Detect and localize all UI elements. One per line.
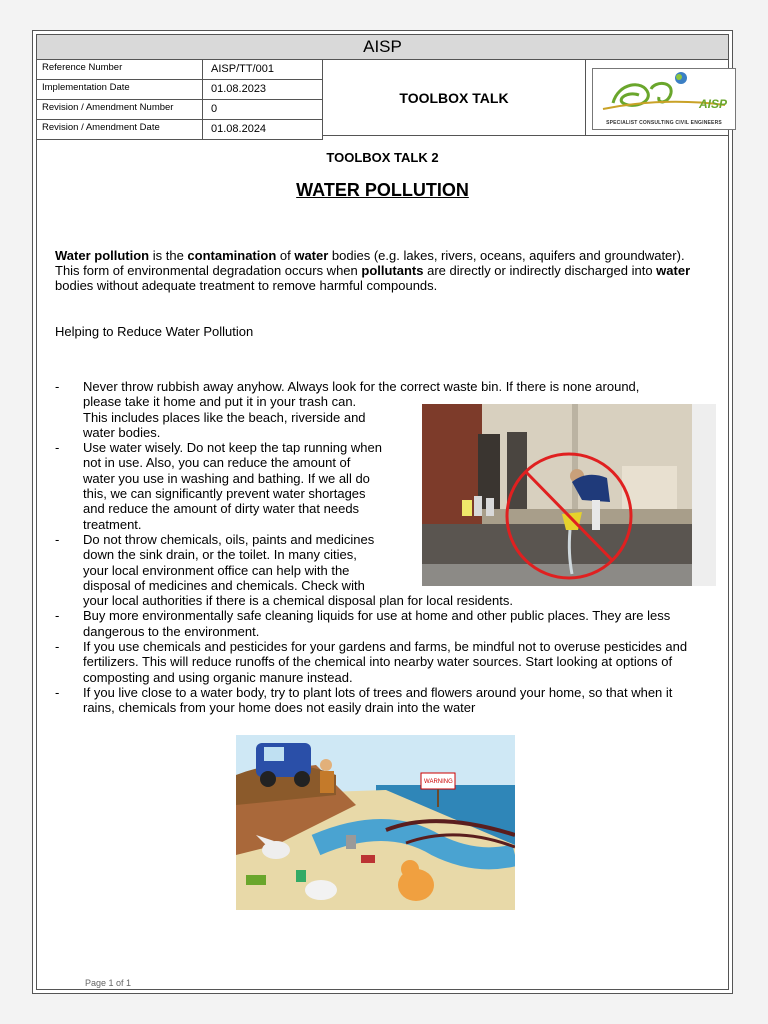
bullet-text: Use water wisely. Do not keep the tap running when not in use. Also, you can reduce the amount of water you use in washing and bathing. If we all do this, we can significantly prevent water shortages and reduce the amount of dirty water that needs treatment. (83, 440, 382, 532)
intro-text: is the (149, 248, 188, 263)
intro-bold: Water pollution (55, 248, 150, 263)
bullet-text: your local authorities if there is a chemical disposal plan for local residents. (83, 593, 513, 609)
bullet-dash: - (55, 379, 60, 394)
bullet-text: If you use chemicals and pesticides for your gardens and farms, be mindful not to overuse pesticides and fertilizers. This will reduce runoffs of the chemical into nearby water sources. Start looking at options of composting and using organic manure instead. (83, 639, 688, 685)
list-item (55, 639, 700, 685)
bullet-text: If you live close to a water body, try to plant lots of trees and flowers around your home, so that when it rains, chemicals from your home does not easily drain into the water (83, 684, 673, 716)
bullet-text: Do not throw chemicals, oils, paints and medicines down the sink drain, or the toilet. In many cities, your local environment office can help with the disposal of medicines and chemicals. Check with (83, 531, 375, 593)
bullet-text: Never throw rubbish away anyhow. Always look for the correct waste bin. If there is none around, (83, 379, 640, 394)
bullet-dash: - (55, 440, 60, 456)
bullet-text: please take it home and put it in your trash can. This includes places like the beach, riverside and water bodies. (83, 394, 366, 440)
intro-bold: water (294, 248, 329, 263)
pollution-cartoon (236, 735, 515, 910)
implementation-date-value: 01.08.2023 (203, 80, 323, 99)
bullet-dash: - (55, 684, 60, 700)
info-row (37, 100, 323, 120)
revision-number-value: 0 (203, 100, 323, 119)
page-border (36, 34, 729, 990)
section-heading: Helping to Reduce Water Pollution (55, 324, 254, 339)
info-row (37, 60, 323, 80)
list-item (55, 608, 700, 639)
intro-text: bodies without adequate treatment to remove harmful compounds. (55, 278, 438, 293)
header-title: AISP (37, 35, 728, 60)
document-info-table (37, 60, 323, 140)
reference-number-value: AISP/TT/001 (203, 60, 323, 79)
cartoon-warning-sign: WARNING (424, 779, 453, 785)
info-row (37, 120, 323, 140)
intro-text: bodies (e.g. lakes, rivers, oceans, aquifers and groundwater). This form of environmental degradation occurs when (55, 248, 685, 278)
intro-text: of (276, 248, 295, 263)
revision-number-label: Revision / Amendment Number (37, 100, 203, 119)
list-item (55, 685, 700, 716)
cartoon-illustration (236, 735, 515, 910)
page-title: WATER POLLUTION (296, 180, 469, 200)
toolbox-talk-heading: TOOLBOX TALK (323, 60, 586, 136)
intro-paragraph (55, 248, 695, 293)
bullet-dash: - (55, 608, 60, 624)
logo-wordmark: AISP (698, 97, 727, 111)
info-row (37, 80, 323, 100)
intro-bold: water (656, 263, 691, 278)
reference-number-label: Reference Number (37, 60, 203, 79)
company-logo (592, 68, 736, 130)
photo-illustration (422, 404, 716, 586)
logo-cell (586, 60, 728, 136)
pollution-photo (422, 404, 716, 586)
revision-date-label: Revision / Amendment Date (37, 120, 203, 139)
intro-text: are directly or indirectly discharged into (423, 263, 657, 278)
logo-tagline: SPECIALIST CONSULTING CIVIL ENGINEERS (606, 120, 722, 126)
bullet-dash: - (55, 531, 60, 547)
revision-date-value: 01.08.2024 (203, 120, 323, 139)
page-number: Page 1 of 1 (85, 978, 132, 988)
document-page (32, 30, 733, 994)
bullet-dash: - (55, 639, 60, 655)
toolbox-talk-number: TOOLBOX TALK 2 (326, 150, 439, 165)
implementation-date-label: Implementation Date (37, 80, 203, 99)
intro-bold: contamination (187, 248, 277, 263)
intro-bold: pollutants (361, 263, 424, 278)
bullet-text: Buy more environmentally safe cleaning liquids for use at home and other public places. They are less dangerous to the environment. (83, 608, 671, 639)
